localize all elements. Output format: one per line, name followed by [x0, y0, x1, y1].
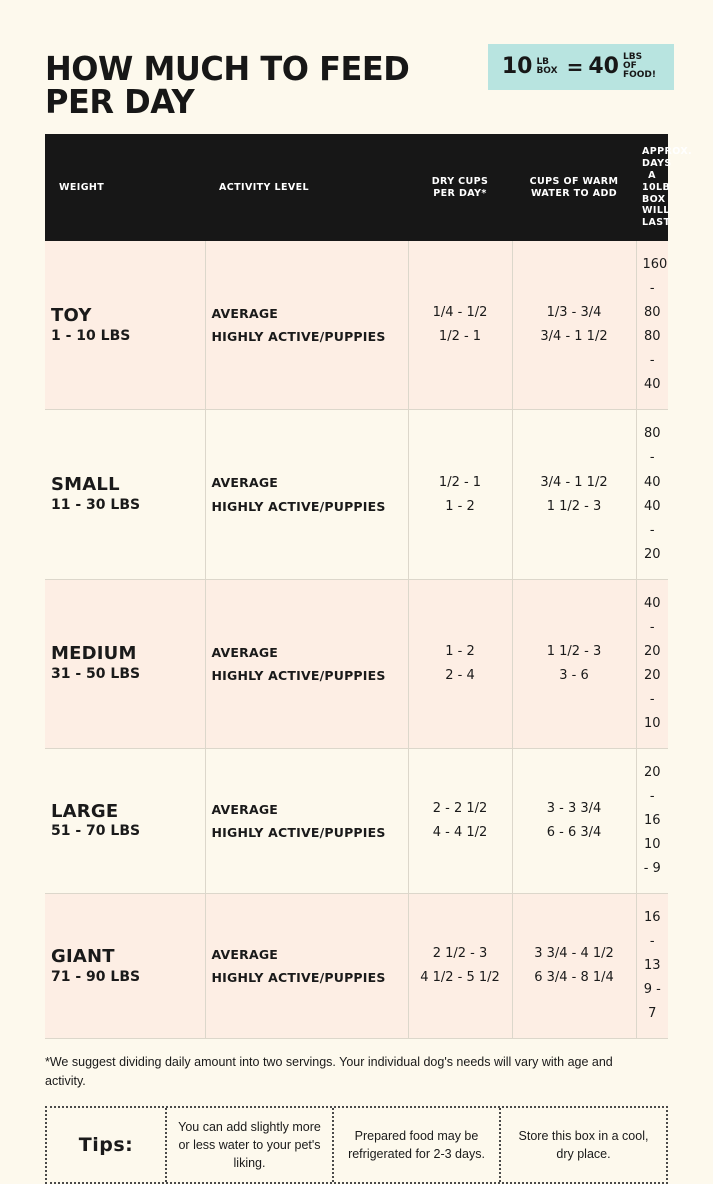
row-size-label: SMALL: [51, 474, 120, 496]
feeding-table: [45, 134, 693, 1039]
dry-cups-average: 1/4 - 1/2: [432, 305, 488, 321]
badge-food-amount: 40: [588, 53, 619, 79]
tip-item: You can add slightly more or less water to your pet's liking.: [165, 1108, 332, 1182]
activity-average: AVERAGE: [211, 475, 279, 491]
column-header-weight: WEIGHT: [45, 134, 205, 241]
cell-days: [636, 894, 668, 1039]
cell-days: [636, 579, 668, 748]
column-header-days-line1: APPROX. DAYS A: [642, 146, 693, 181]
days-active: 9 - 7: [643, 982, 661, 1022]
cell-water: [512, 579, 636, 748]
table-row: [45, 241, 668, 410]
badge-box-amount: 10: [501, 53, 533, 79]
cell-activity: [205, 241, 408, 410]
badge-equals: =: [566, 54, 584, 79]
cell-water: [512, 410, 636, 579]
column-header-dry-cups-line1: DRY CUPS: [431, 175, 489, 187]
activity-highly-active: HIGHLY ACTIVE/PUPPIES: [211, 329, 386, 345]
activity-average: AVERAGE: [211, 947, 279, 963]
activity-average: AVERAGE: [211, 644, 279, 660]
page-title: HOW MUCH TO FEED PER DAY: [45, 49, 410, 121]
row-size-label: MEDIUM: [51, 643, 137, 665]
column-header-dry-cups: [408, 134, 512, 241]
dry-cups-active: 1 - 2: [445, 498, 475, 514]
cell-weight: [45, 579, 205, 748]
footnote: *We suggest dividing daily amount into two servings. Your individual dog's needs will vary with age and activity.: [45, 1055, 613, 1088]
column-header-dry-cups-line2: PER DAY*: [433, 187, 487, 199]
cell-activity: [205, 894, 408, 1039]
tip-item: Store this box in a cool, dry place.: [499, 1108, 666, 1182]
cell-days: [636, 410, 668, 579]
days-active: 80 - 40: [643, 329, 661, 393]
badge-food-unit-line3: FOOD!: [622, 70, 656, 80]
dry-cups-active: 4 1/2 - 5 1/2: [420, 970, 500, 986]
row-weight-range: 1 - 10 LBS: [51, 327, 131, 344]
tips-label: Tips:: [78, 1133, 134, 1156]
column-header-days-line2: 10LB BOX WILL LAST: [642, 181, 671, 229]
days-average: 160 - 80: [642, 257, 668, 321]
column-header-water-line1: CUPS OF WARM: [529, 175, 619, 187]
cell-dry-cups: [408, 748, 512, 893]
column-header-water: [512, 134, 636, 241]
row-weight-range: 31 - 50 LBS: [51, 666, 141, 683]
table-row: [45, 579, 668, 748]
table-header-row: [45, 134, 668, 241]
water-active: 3/4 - 1 1/2: [540, 329, 608, 345]
water-active: 3 - 6: [559, 667, 589, 683]
row-weight-range: 51 - 70 LBS: [51, 823, 141, 840]
cell-water: [512, 748, 636, 893]
dry-cups-average: 2 - 2 1/2: [432, 801, 488, 817]
water-active: 1 1/2 - 3: [546, 498, 602, 514]
header: [45, 40, 668, 121]
cell-activity: [205, 410, 408, 579]
cell-water: [512, 894, 636, 1039]
table-body: [45, 241, 668, 1039]
dry-cups-active: 1/2 - 1: [438, 329, 482, 345]
dry-cups-active: 2 - 4: [445, 667, 475, 683]
water-average: 3 - 3 3/4: [546, 801, 602, 817]
cell-activity: [205, 579, 408, 748]
cell-dry-cups: [408, 410, 512, 579]
badge-food-unit: [623, 53, 656, 80]
dry-cups-average: 1/2 - 1: [438, 474, 482, 490]
row-weight-range: 11 - 30 LBS: [51, 496, 141, 513]
days-active: 20 - 10: [643, 667, 661, 731]
days-average: 80 - 40: [643, 426, 661, 490]
column-header-days: [636, 134, 693, 241]
water-average: 1 1/2 - 3: [546, 643, 602, 659]
cell-weight: [45, 748, 205, 893]
water-active: 6 3/4 - 8 1/4: [534, 970, 614, 986]
dry-cups-active: 4 - 4 1/2: [432, 825, 488, 841]
water-average: 3 3/4 - 4 1/2: [534, 946, 614, 962]
badge-box-unit-line2: BOX: [536, 65, 558, 76]
dry-cups-average: 1 - 2: [445, 643, 475, 659]
activity-highly-active: HIGHLY ACTIVE/PUPPIES: [211, 498, 386, 514]
days-average: 16 - 13: [643, 910, 661, 974]
activity-highly-active: HIGHLY ACTIVE/PUPPIES: [211, 667, 386, 683]
row-weight-range: 71 - 90 LBS: [51, 968, 141, 985]
water-active: 6 - 6 3/4: [546, 825, 602, 841]
column-header-water-line2: WATER TO ADD: [530, 187, 618, 199]
dry-cups-average: 2 1/2 - 3: [432, 946, 488, 962]
days-average: 20 - 16: [643, 764, 661, 829]
row-size-label: GIANT: [51, 945, 115, 967]
cell-dry-cups: [408, 241, 512, 410]
days-active: 40 - 20: [643, 498, 661, 562]
activity-average: AVERAGE: [211, 801, 279, 817]
cell-days: [636, 241, 668, 410]
column-header-activity: ACTIVITY LEVEL: [205, 134, 408, 241]
cell-activity: [205, 748, 408, 893]
cell-water: [512, 241, 636, 410]
row-size-label: LARGE: [51, 800, 119, 822]
cell-weight: [45, 894, 205, 1039]
table-row: [45, 410, 668, 579]
water-average: 1/3 - 3/4: [546, 305, 602, 321]
cell-days: [636, 748, 668, 893]
row-size-label: TOY: [51, 304, 92, 326]
cell-dry-cups: [408, 579, 512, 748]
box-yield-badge: [488, 44, 674, 90]
badge-box-unit: [536, 58, 557, 76]
cell-dry-cups: [408, 894, 512, 1039]
cell-weight: [45, 410, 205, 579]
badge-food-unit-line1: LBS: [622, 52, 643, 62]
tip-item: Prepared food may be refrigerated for 2-3 days.: [332, 1108, 499, 1182]
badge-box-unit-line1: LB: [536, 56, 550, 67]
table-row: [45, 894, 668, 1039]
table-header: [45, 134, 693, 241]
days-average: 40 - 20: [643, 595, 661, 659]
activity-highly-active: HIGHLY ACTIVE/PUPPIES: [211, 970, 386, 986]
cell-weight: [45, 241, 205, 410]
days-active: 10 - 9: [643, 837, 661, 877]
table-row: [45, 748, 668, 893]
activity-highly-active: HIGHLY ACTIVE/PUPPIES: [211, 825, 386, 841]
badge-food-unit-line2: OF: [622, 61, 637, 71]
water-average: 3/4 - 1 1/2: [540, 474, 608, 490]
tips-box: [45, 1106, 668, 1184]
activity-average: AVERAGE: [211, 306, 279, 322]
